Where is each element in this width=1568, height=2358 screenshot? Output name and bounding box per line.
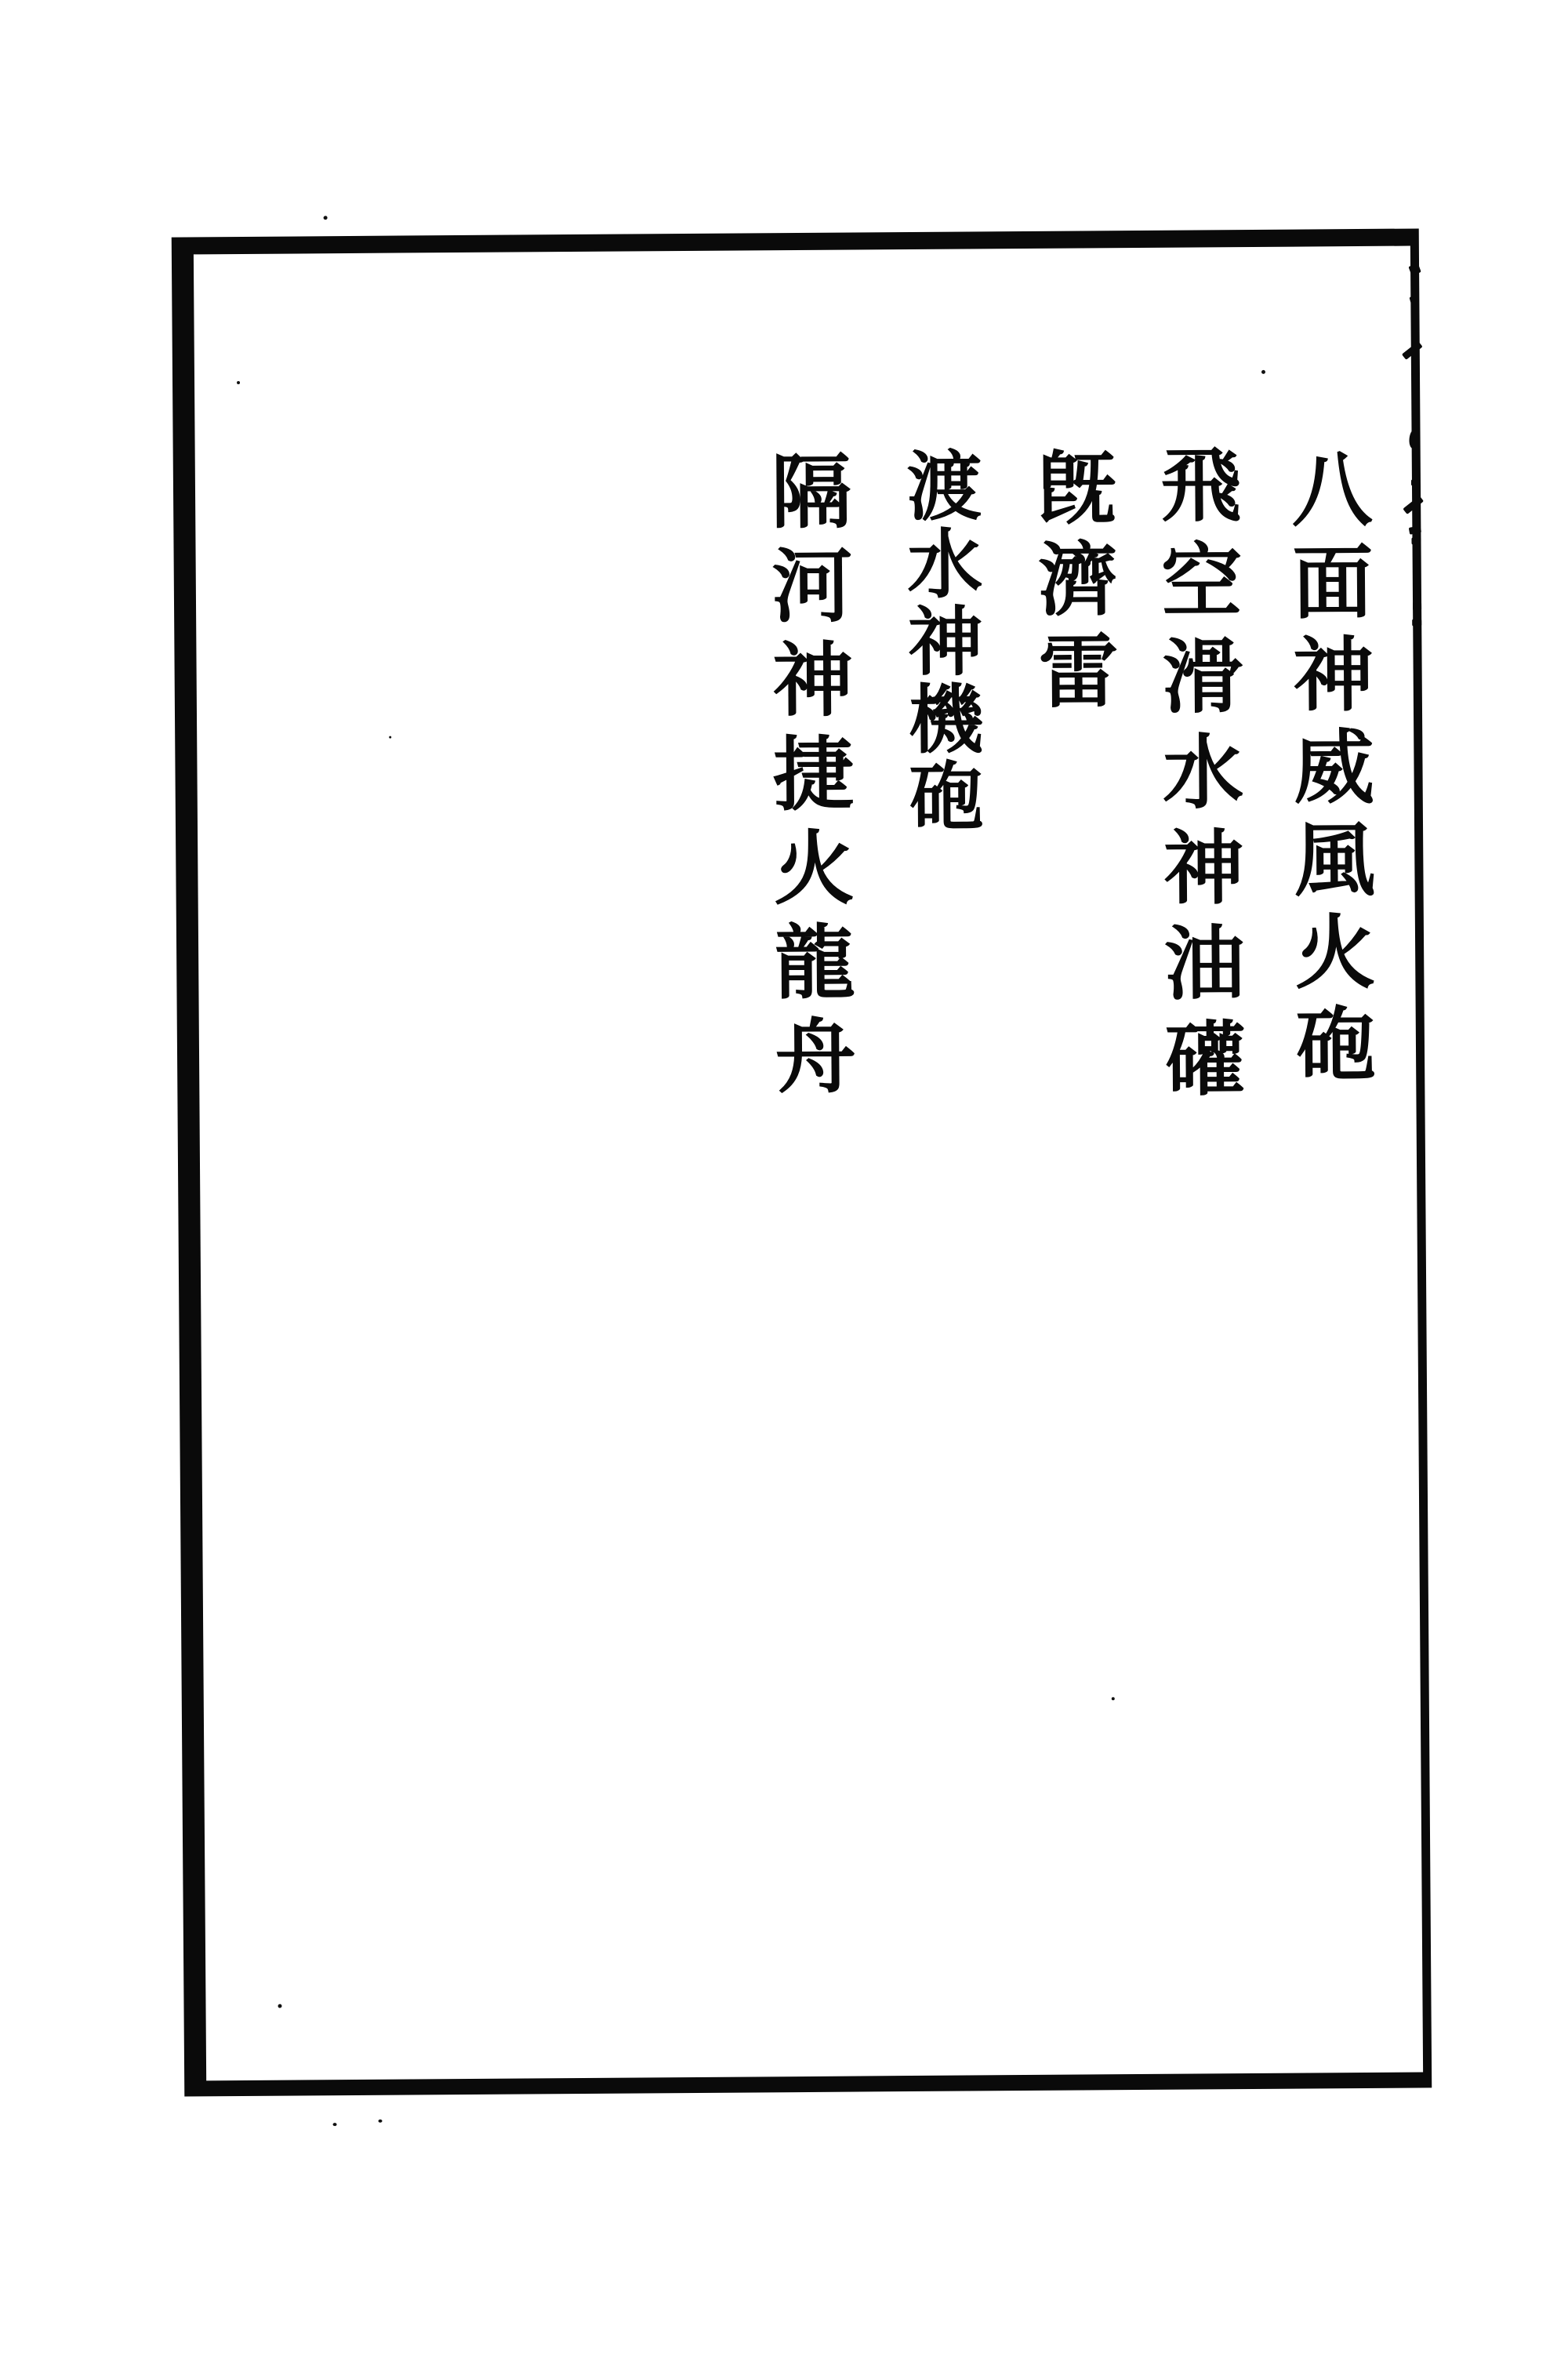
scan-speck <box>1112 1697 1115 1700</box>
ink-fragment <box>1408 263 1421 276</box>
ink-fragment <box>1411 479 1420 485</box>
scan-speck <box>333 2123 337 2126</box>
scan-speck <box>389 736 391 739</box>
scan-speck <box>324 216 328 220</box>
scan-speck <box>278 2004 281 2008</box>
ink-fragment <box>1413 601 1421 610</box>
scan-speck <box>1261 370 1265 374</box>
text-column-2: 飛空滑水神油礶 <box>1146 442 1247 1113</box>
ink-fragment <box>1412 619 1421 626</box>
ink-fragment <box>1411 537 1421 544</box>
text-column-1: 八面神威風火砲 <box>1277 446 1377 1095</box>
scan-speck <box>237 381 240 384</box>
text-column-4: 渡水神機砲 <box>894 446 986 836</box>
scan-speck <box>379 2120 383 2123</box>
text-column-5: 隔河神捷火龍舟 <box>757 449 857 1109</box>
text-column-3: 旣濟雷 <box>1023 445 1120 721</box>
